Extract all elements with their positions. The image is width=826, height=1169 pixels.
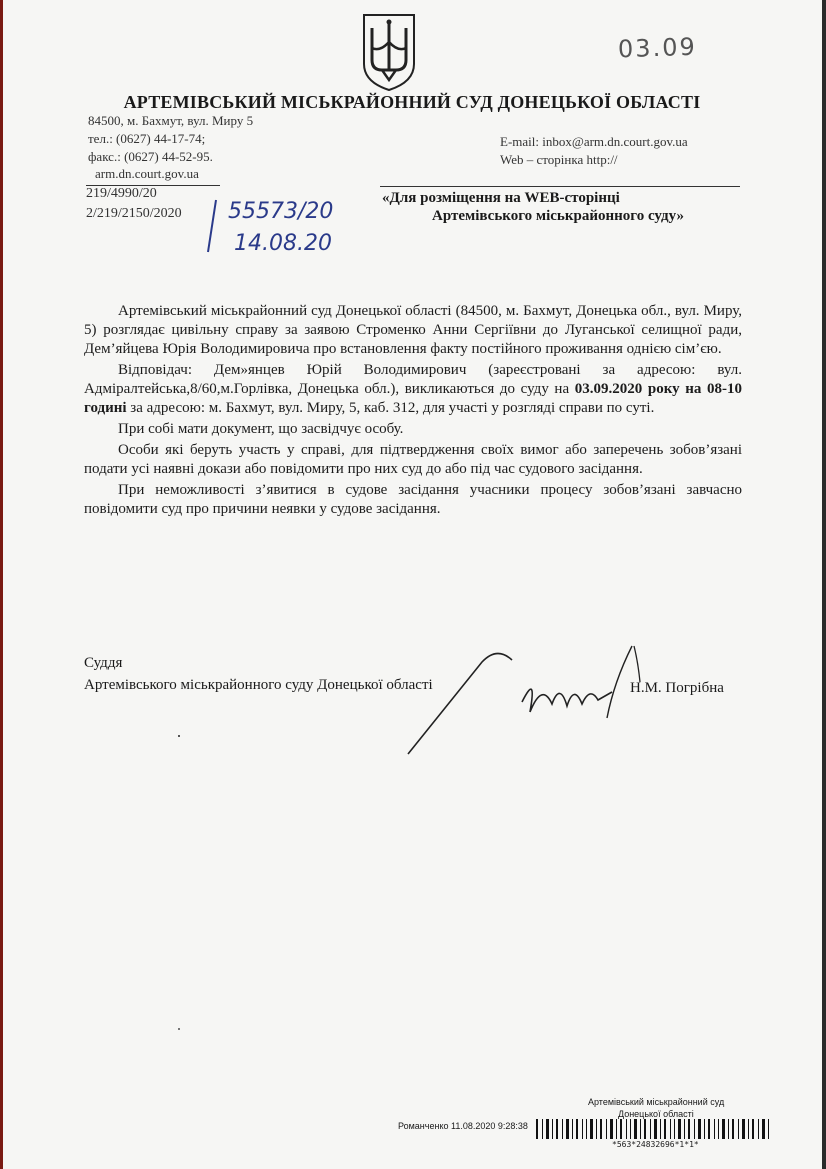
placement-note-line1: «Для розміщення на WEB-сторінці [382, 190, 620, 206]
reg-number: 55573/20 [228, 199, 334, 224]
paragraph-id: При собі мати документ, що засвідчує особу. [118, 421, 404, 437]
scan-speck [178, 735, 180, 737]
footer-court-line1: Артемівський міськрайонний суд [588, 1097, 725, 1107]
judge-signature [402, 642, 642, 762]
notice-body [84, 302, 742, 519]
paragraph-evidence: Особи які беруть участь у справі, для підтвердження своїх вимог або заперечень зобов’язані подати усі наявні докази або повідомити про них суд до або під час судового засідання. [84, 442, 742, 477]
footer-registration-stamp: Романченко 11.08.2020 9:28:38 [398, 1121, 528, 1131]
court-title: АРТЕМІВСЬКИЙ МІСЬКРАЙОННИЙ СУД ДОНЕЦЬКОЇ ОБЛАСТІ [123, 92, 701, 112]
scan-speck [178, 1028, 180, 1030]
court-phone: тел.: (0627) 44-17-74; [88, 131, 206, 146]
paragraph-case: Артемівський міськрайонний суд Донецької області (84500, м. Бахмут, Донецька обл., вул. Миру, 5) розглядає цивільну справу за заявою Строменко Анни Сергіївни до Луганської селищної ради, Дем’яйцева Юрія Володимировича про встановлення факту постійного проживання однією сім’єю. [84, 303, 742, 357]
judge-court: Артемівського міськрайонного суду Донецької області [84, 677, 433, 693]
barcode-code: *563*24832696*1*1* [612, 1140, 699, 1149]
paragraph-absence: При неможливості з’явитися в судове засідання учасники процесу зобов’язані завчасно повідомити суд про причини неявки у судове засідання. [84, 482, 742, 517]
paragraph-summons [84, 361, 742, 418]
proceeding-number: 2/219/2150/2020 [86, 206, 182, 221]
scan-edge-right [822, 0, 826, 1169]
case-number: 219/4990/20 [86, 186, 157, 201]
placement-note-line2: Артемівського міськрайонного суду» [432, 208, 684, 224]
court-email: E-mail: inbox@arm.dn.court.gov.ua [500, 134, 688, 149]
reg-date: 14.08.20 [234, 231, 332, 256]
divider-right [380, 186, 740, 187]
scan-edge-left [0, 0, 3, 1169]
court-web: Web – сторінка http:// [500, 152, 618, 167]
summons-text-a: Відповідач: Дем»янцев Юрій Володимирович (зареєстровані за адресою: вул. Адміралтейська,8/60,м.Горлівка, Донецька обл.), викликаються до суду на [84, 362, 742, 397]
court-site: arm.dn.court.gov.ua [95, 166, 199, 181]
trident-emblem-icon [360, 12, 418, 92]
judge-role: Суддя [84, 655, 123, 671]
barcode-icon [536, 1119, 776, 1141]
judge-name: Н.М. Погрібна [630, 680, 724, 696]
handwritten-date: 03.09 [617, 32, 698, 64]
handwritten-registration-mark [200, 194, 350, 256]
hearing-datetime: 03.09.2020 року на 08-10 годині [84, 381, 742, 416]
court-fax: факс.: (0627) 44-52-95. [88, 149, 213, 164]
footer-court-line2: Донецької області [618, 1109, 694, 1119]
court-address: 84500, м. Бахмут, вул. Миру 5 [88, 113, 254, 128]
summons-text-b: за адресою: м. Бахмут, вул. Миру, 5, каб. 312, для участі у розгляді справи по суті. [126, 400, 655, 416]
